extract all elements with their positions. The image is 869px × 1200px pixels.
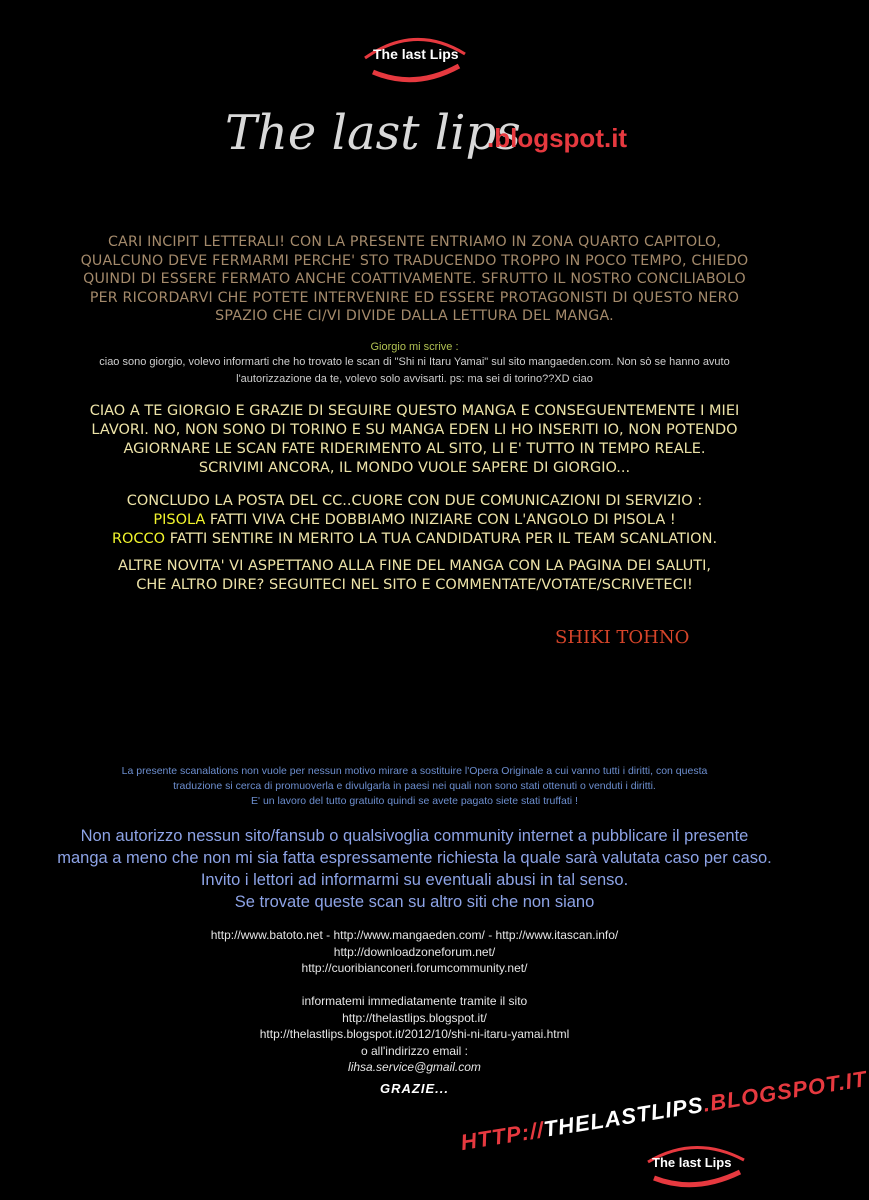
notes-text: FATTI SENTIRE IN MERITO LA TUA CANDIDATURA PER IL TEAM SCANLATION. [165,531,718,547]
reply-line: AGIORNARE LE SCAN FATE RIDERIMENTO AL SITO, LI E' TUTTO IN TEMPO REALE. [123,441,706,457]
disclaimer-line: traduzione si cerca di promuoverla e divulgarla in paesi nei quali non sono stati ottenuti o venduti i diritti. [173,780,656,792]
name-rocco: ROCCO [111,531,166,547]
site-link[interactable]: http://cuoribianconeri.forumcommunity.net/ [301,961,528,975]
closing-line: CHE ALTRO DIRE? SEGUITECI NEL SITO E COMMENTATE/VOTATE/SCRIVETECI! [136,577,693,593]
notes-line: CONCLUDO LA POSTA DEL CC..CUORE CON DUE COMUNICAZIONI DI SERVIZIO : [126,493,703,509]
allowed-sites-list [0,927,829,977]
top-logo-badge [355,28,475,88]
intro-line: QUALCUNO DEVE FERMARMI PERCHE' STO TRADUCENDO TROPPO IN POCO TEMPO, CHIEDO [80,252,749,269]
reply-line: LAVORI. NO, NON SONO DI TORINO E SU MANGA EDEN LI HO INSERITI IO, NON POTENDO [91,422,738,438]
footer-logo-badge [640,1140,750,1190]
intro-line: QUINDI DI ESSERE FERMATO ANCHE COATTIVAMENTE. SFRUTTO IL NOSTRO CONCILIABOLO [83,271,746,287]
intro-paragraph [0,233,829,326]
url-suffix: .BLOGSPOT.IT [701,1066,869,1117]
intro-line: PER RICORDARVI CHE POTETE INTERVENIRE ED ESSERE PROTAGONISTI DI QUESTO NERO [89,289,740,306]
notes-line [0,530,829,549]
notice-line: manga a meno che non mi sia fatta espressamente richiesta la quale sarà valutata caso per caso. [57,849,772,867]
chapter-link[interactable]: http://thelastlips.blogspot.it/2012/10/shi-ni-itaru-yamai.html [259,1027,570,1041]
email-link[interactable]: lihsa.service@gmail.com [348,1060,481,1074]
notes-line [0,511,829,530]
report-contacts [0,993,829,1076]
report-text: o all'indirizzo email : [361,1043,468,1058]
signature: SHIKI TOHNO [555,627,690,648]
site-link[interactable]: http://downloadzoneforum.net/ [333,944,496,959]
notice-line: Invito i lettori ad informarmi su eventuali abusi in tal senso. [200,871,629,889]
reply-paragraph [0,402,829,478]
disclaimer [0,764,829,809]
authorization-notice [0,825,829,913]
thanks-text: GRAZIE... [380,1081,449,1096]
notice-line: Se trovate queste scan su altro siti che non siano [234,893,595,911]
brand-script-title: The last lips [225,105,521,161]
letter-line: ciao sono giorgio, volevo informarti che ho trovato le scan di "Shi ni Itaru Yamai" sul sito mangaeden.com. Non sò se hanno avuto [99,356,730,368]
letter-title: Giorgio mi scrive : [370,341,459,353]
letter-body [40,354,789,388]
disclaimer-line: E' un lavoro del tutto gratuito quindi se avete pagato siete stati truffati ! [251,795,578,807]
name-pisola: PISOLA [153,512,206,528]
letter-line: l'autorizzazione da te, volevo solo avvisarti. ps: ma sei di torino??XD ciao [236,373,593,385]
blog-link[interactable]: http://thelastlips.blogspot.it/ [342,1010,487,1025]
closing-line: ALTRE NOVITA' VI ASPETTANO ALLA FINE DEL MANGA CON LA PAGINA DEI SALUTI, [118,558,711,574]
reply-line: CIAO A TE GIORGIO E GRAZIE DI SEGUIRE QUESTO MANGA E CONSEGUENTEMENTE I MIEI [89,403,740,419]
service-notes [0,492,829,549]
url-main: THELASTLIPS [541,1091,706,1142]
closing-paragraph [0,557,829,595]
brand-header [225,105,695,175]
report-text: informatemi immediatamente tramite il sito [301,994,528,1008]
top-logo-text: The last Lips [373,46,459,62]
footer-logo-text: The last Lips [652,1155,732,1170]
notes-text: FATTI VIVA CHE DOBBIAMO INIZIARE CON L'ANGOLO DI PISOLA ! [205,512,676,528]
reply-line: SCRIVIMI ANCORA, IL MONDO VUOLE SAPERE DI GIORGIO... [198,460,631,476]
notice-line: Non autorizzo nessun sito/fansub o qualsivoglia community internet a pubblicare il presente [80,827,749,845]
url-prefix: HTTP:// [458,1117,546,1156]
disclaimer-line: La presente scanalations non vuole per nessun motivo mirare a sostituire l'Opera Originale a cui vanno tutti i diritti, con questa [121,765,708,777]
intro-line: SPAZIO CHE CI/VI DIVIDE DALLA LETTURA DEL MANGA. [215,308,614,324]
brand-domain: .blogspot.it [487,123,628,153]
site-link[interactable]: http://www.batoto.net - http://www.mangaeden.com/ - http://www.itascan.info/ [210,928,619,942]
intro-line: CARI INCIPIT LETTERALI! CON LA PRESENTE ENTRIAMO IN ZONA QUARTO CAPITOLO, [107,234,722,250]
